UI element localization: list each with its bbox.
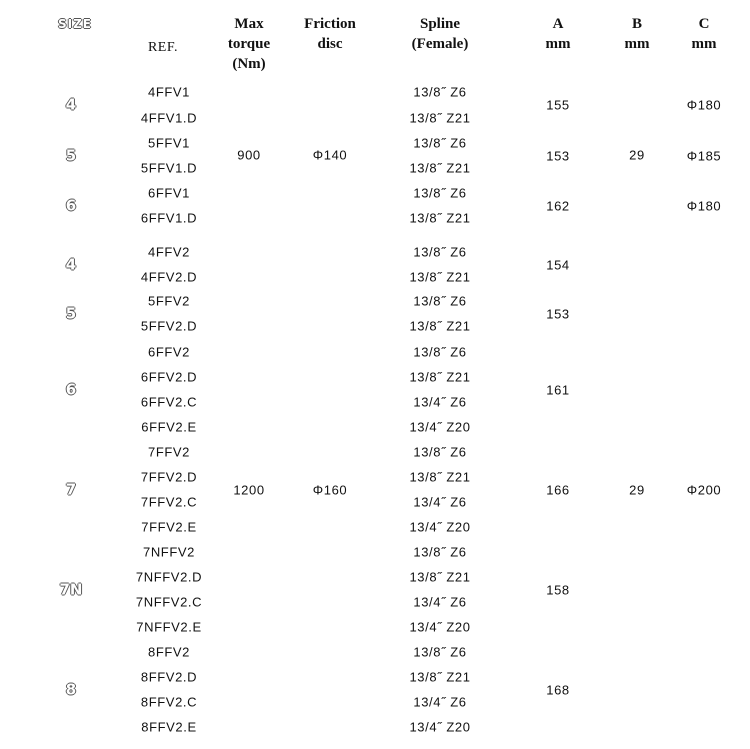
spline-cell: 13/8˝ Z6 [413,344,467,360]
ref-cell: 6FFV1 [147,185,191,201]
ref-cell: 5FFV1 [147,135,191,151]
spline-cell: 13/8˝ Z21 [409,160,471,176]
ref-cell: 5FFV2.D [140,318,198,334]
spline-cell: 13/4˝ Z20 [409,519,471,535]
spline-cell: 13/4˝ Z20 [409,719,471,735]
spline-cell: 13/8˝ Z21 [409,110,471,126]
header-c: C mm [691,16,717,52]
size-cell: 7N [59,580,83,598]
header-max-torque: Max torque (Nm) [227,16,271,72]
friction-disc-cell: Φ140 [312,147,348,163]
ref-cell: 7NFFV2 [142,544,196,560]
header-spline: Spline (Female) [411,16,469,52]
spline-cell: 13/8˝ Z6 [413,544,467,560]
size-cell: 4 [65,95,77,114]
size-cell: 8 [65,680,77,698]
c-dimension-cell: Φ180 [686,97,722,113]
size-cell: 5 [65,304,77,322]
ref-cell: 7FFV2 [147,444,191,460]
spline-cell: 13/8˝ Z21 [409,469,471,485]
a-dimension-cell: 153 [546,306,570,321]
ref-cell: 6FFV2.D [140,369,198,385]
ref-cell: 8FFV2 [147,644,191,660]
a-dimension-cell: 166 [546,482,570,497]
spline-cell: 13/8˝ Z6 [413,185,467,201]
b-dimension-cell: 29 [629,147,645,163]
ref-cell: 8FFV2.E [141,719,197,735]
size-cell: 6 [65,380,77,398]
ref-cell: 7NFFV2.C [135,594,203,610]
a-dimension-cell: 154 [546,257,570,272]
ref-cell: 6FFV2 [147,344,191,360]
a-dimension-cell: 158 [546,582,570,597]
ref-cell: 7NFFV2.E [136,619,202,635]
ref-cell: 7FFV2.C [140,494,198,510]
ref-cell: 4FFV1 [147,84,191,100]
max-torque-cell: 1200 [233,482,265,497]
spline-cell: 13/8˝ Z21 [409,210,471,226]
max-torque-cell: 900 [237,147,261,163]
c-dimension-cell: Φ200 [686,482,722,497]
ref-cell: 7FFV2.E [141,519,197,535]
ref-cell: 4FFV2 [147,244,191,260]
size-cell: 7 [65,480,77,498]
spline-cell: 13/8˝ Z6 [413,644,467,660]
c-dimension-cell: Φ180 [686,198,722,213]
size-cell: 6 [65,196,77,214]
header-ref: REF. [147,40,179,55]
spline-cell: 13/4˝ Z20 [409,619,471,635]
a-dimension-cell: 161 [546,382,570,397]
header-a: A mm [545,16,571,52]
header-b: B mm [624,16,650,52]
b-dimension-cell: 29 [629,482,645,497]
header-size: SIZE [57,17,93,31]
a-dimension-cell: 155 [546,97,570,113]
spline-cell: 13/4˝ Z6 [413,594,467,610]
a-dimension-cell: 168 [546,682,570,697]
spline-cell: 13/8˝ Z6 [413,293,467,309]
ref-cell: 7NFFV2.D [135,569,203,585]
friction-disc-cell: Φ160 [312,482,348,497]
a-dimension-cell: 153 [546,148,570,163]
spline-cell: 13/8˝ Z21 [409,369,471,385]
header-friction-disc: Friction disc [304,16,356,52]
size-cell: 5 [65,146,77,164]
ref-cell: 8FFV2.D [140,669,198,685]
spline-cell: 13/4˝ Z6 [413,394,467,410]
ref-cell: 8FFV2.C [140,694,198,710]
c-dimension-cell: Φ185 [686,148,722,163]
spline-cell: 13/8˝ Z6 [413,135,467,151]
ref-cell: 4FFV2.D [140,269,198,285]
spline-cell: 13/4˝ Z6 [413,694,467,710]
spline-cell: 13/4˝ Z6 [413,494,467,510]
spline-cell: 13/8˝ Z21 [409,318,471,334]
spline-cell: 13/8˝ Z21 [409,269,471,285]
ref-cell: 4FFV1.D [140,110,198,126]
ref-cell: 5FFV2 [147,293,191,309]
spline-cell: 13/8˝ Z6 [413,84,467,100]
ref-cell: 7FFV2.D [140,469,198,485]
ref-cell: 6FFV2.C [140,394,198,410]
a-dimension-cell: 162 [546,198,570,213]
ref-cell: 5FFV1.D [140,160,198,176]
spline-cell: 13/8˝ Z21 [409,569,471,585]
spline-cell: 13/8˝ Z6 [413,244,467,260]
ref-cell: 6FFV1.D [140,210,198,226]
ref-cell: 6FFV2.E [141,419,197,435]
spline-cell: 13/4˝ Z20 [409,419,471,435]
spline-cell: 13/8˝ Z6 [413,444,467,460]
spline-cell: 13/8˝ Z21 [409,669,471,685]
size-cell: 4 [65,255,77,273]
